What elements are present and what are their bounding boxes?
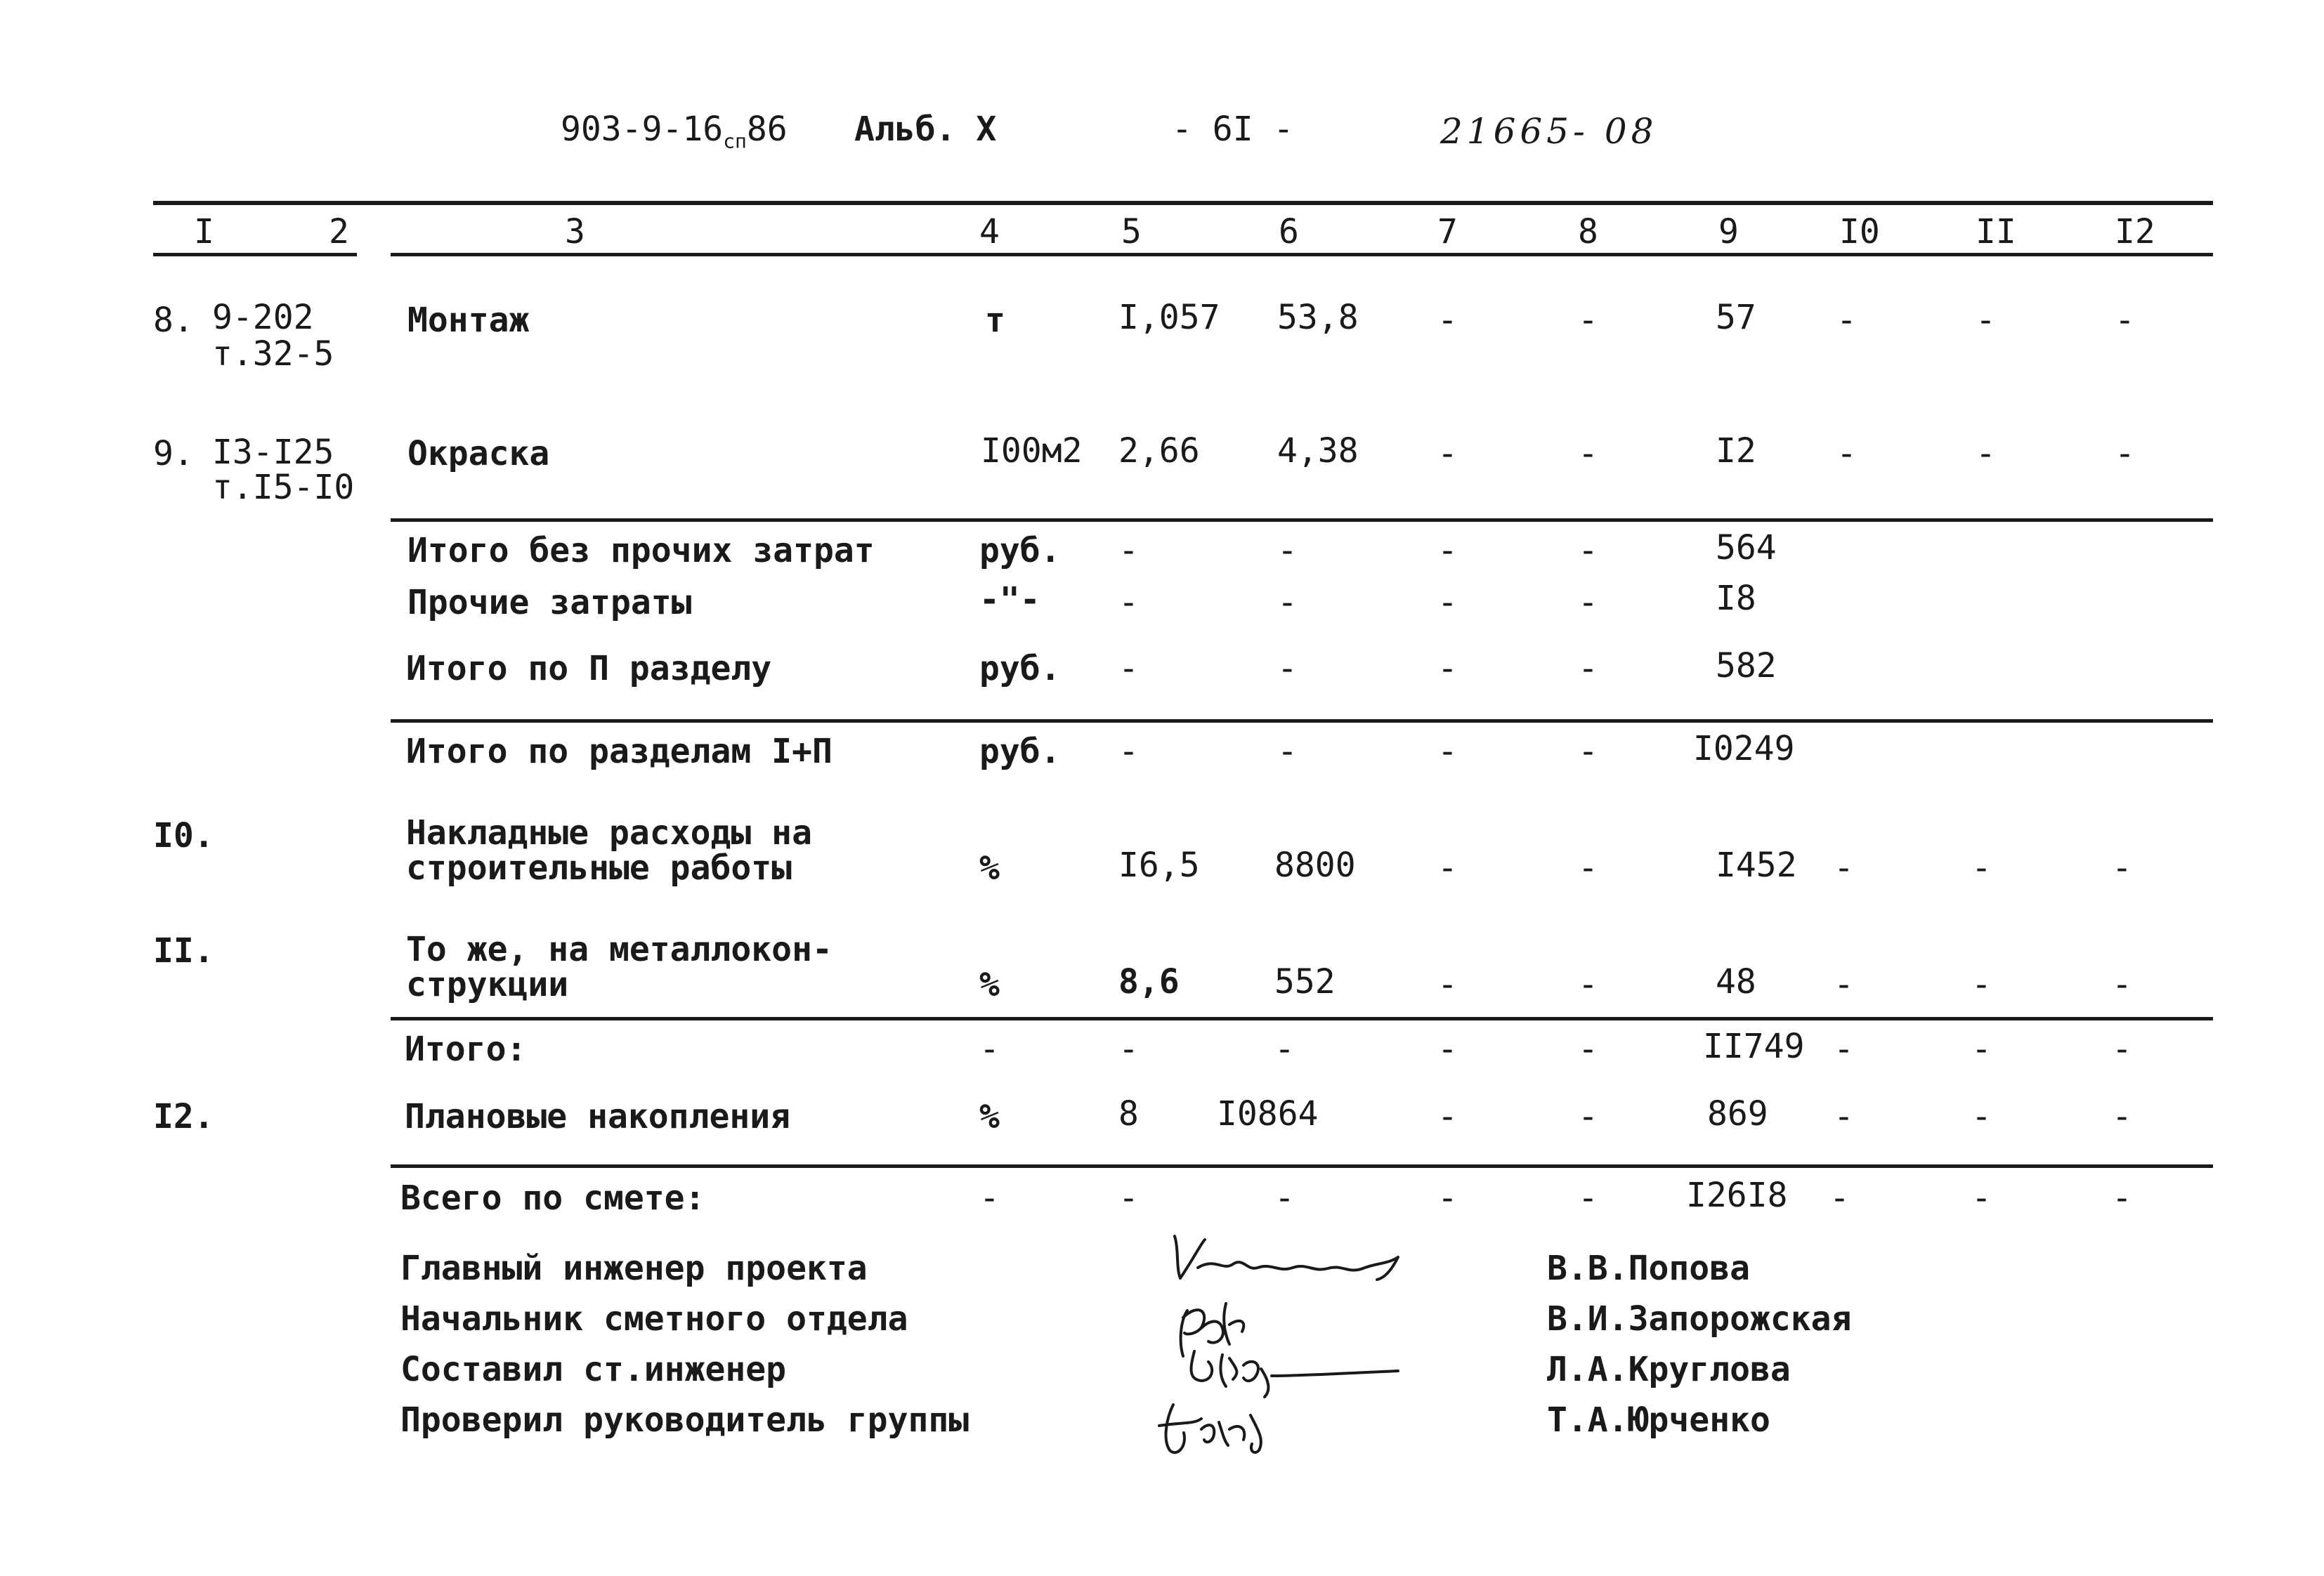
cell-col-9: 48 [1716,962,1756,1002]
row-number: I2. [153,1097,214,1136]
work-name: Итого без прочих затрат [407,531,875,570]
column-header-10: I0 [1839,212,1880,251]
cell-col-9: I8 [1716,579,1756,618]
signatory-name: Т.А.Юрченко [1547,1400,1770,1440]
work-name: Окраска [407,434,550,473]
cell-col-9: II749 [1703,1027,1805,1066]
unit: руб. [979,649,1061,688]
cell-col-6: 53,8 [1277,298,1359,337]
table-top-rule [153,201,2213,205]
cell-col-11: - [1971,1097,1992,1136]
cell-col-12: - [2112,965,2132,1004]
cell-col-7: - [1437,732,1458,771]
handwritten-signature-1 [1166,1229,1447,1292]
cell-col-9: 57 [1716,298,1756,337]
cell-col-10: - [1834,965,1854,1004]
norm-table-reference: т.32-5 [212,334,334,374]
unit: руб. [979,732,1061,771]
column-header-9: 9 [1718,212,1739,251]
cell-col-9: 564 [1716,528,1777,567]
cell-col-9: I26I8 [1686,1176,1788,1215]
work-name-continued: строительные работы [406,848,792,888]
cell-col-11: - [1971,965,1992,1004]
section-rule [391,1017,2213,1020]
cell-col-12: - [2115,434,2135,473]
cell-col-5: - [1118,531,1139,570]
signatory-name: Л.А.Круглова [1547,1350,1791,1389]
cell-col-5: 8,6 [1118,962,1180,1002]
work-name: Прочие затраты [407,583,692,622]
cell-col-11: - [1971,848,1992,888]
unit: % [979,1097,1000,1136]
cell-col-6: - [1277,531,1298,570]
unit: % [979,965,1000,1004]
work-name: Итого: [405,1030,527,1069]
cell-col-8: - [1578,1030,1598,1069]
cell-col-8: - [1578,434,1598,473]
cell-col-5: - [1118,583,1139,622]
cell-col-5: 2,66 [1118,431,1200,471]
project-code-year: 86 [746,110,788,149]
cell-col-8: - [1578,965,1598,1004]
project-code [561,112,788,152]
cell-col-6: - [1277,732,1298,771]
cell-col-6: - [1277,649,1298,688]
column-header-7: 7 [1437,212,1458,251]
column-header-11: II [1976,212,2016,251]
cell-col-11: - [1976,301,1996,340]
cell-col-10: - [1834,848,1854,888]
cell-col-9: I452 [1716,846,1797,885]
row-number: II. [153,931,214,971]
unit: - [979,1178,1000,1218]
cell-col-12: - [2112,848,2132,888]
unit: т [985,301,1005,340]
cell-col-8: - [1578,649,1598,688]
work-name: То же, на металлокон- [406,930,833,969]
work-name: Монтаж [407,301,530,340]
cell-col-8: - [1578,1097,1598,1136]
cell-col-7: - [1437,583,1458,622]
cell-col-7: - [1437,649,1458,688]
column-header-4: 4 [979,212,1000,251]
cell-col-8: - [1578,732,1598,771]
cell-col-5: - [1118,1178,1139,1218]
work-name: Плановые накопления [405,1097,791,1136]
work-name: Итого по П разделу [406,649,772,688]
unit: I00м2 [981,431,1083,471]
section-rule [391,719,2213,723]
cell-col-5: - [1118,1030,1139,1069]
cell-col-6: 552 [1274,962,1336,1002]
signatory-role: Главный инженер проекта [400,1249,868,1288]
cell-col-7: - [1437,531,1458,570]
inventory-number: 21665- 08 [1440,111,1658,152]
column-header-5: 5 [1121,212,1142,251]
column-header-1: I [194,212,214,251]
cell-col-6: 4,38 [1277,431,1359,471]
unit: - [979,1030,1000,1069]
work-name: Итого по разделам I+П [406,732,833,771]
column-header-2: 2 [329,212,349,251]
section-rule [391,1164,2213,1168]
cell-col-5: - [1118,649,1139,688]
cell-col-8: - [1578,531,1598,570]
cell-col-9: I2 [1716,431,1756,471]
norm-reference: 9-202 [212,298,314,337]
cell-col-7: - [1437,1097,1458,1136]
cell-col-7: - [1437,848,1458,888]
cell-col-6: - [1277,583,1298,622]
signatory-role: Составил ст.инженер [400,1350,787,1389]
signatory-name: В.В.Попова [1547,1249,1750,1288]
norm-reference: I3-I25 [212,433,334,472]
column-header-underline-1 [153,253,357,256]
row-number: I0. [153,816,214,855]
cell-col-12: - [2112,1178,2132,1218]
project-code-sub: сп [723,129,747,153]
cell-col-6: - [1274,1178,1295,1218]
cell-col-7: - [1437,1030,1458,1069]
signatory-name: В.И.Запорожская [1547,1299,1852,1339]
cell-col-5: - [1118,732,1139,771]
cell-col-8: - [1578,848,1598,888]
cell-col-6: - [1274,1030,1295,1069]
column-header-12: I2 [2115,212,2155,251]
cell-col-11: - [1971,1030,1992,1069]
grand-total-label: Всего по смете: [400,1178,705,1218]
cell-col-7: - [1437,965,1458,1004]
cell-col-10: - [1834,1030,1854,1069]
cell-col-7: - [1437,434,1458,473]
cell-col-7: - [1437,1178,1458,1218]
cell-col-12: - [2115,301,2135,340]
cell-col-11: - [1971,1178,1992,1218]
cell-col-9: 869 [1707,1094,1768,1134]
column-header-3: 3 [565,212,585,251]
cell-col-5: I,057 [1118,298,1220,337]
cell-col-7: - [1437,301,1458,340]
cell-col-8: - [1578,301,1598,340]
cell-col-11: - [1976,434,1996,473]
cell-col-5: 8 [1118,1094,1139,1134]
cell-col-6: 8800 [1274,846,1356,885]
cell-col-8: - [1578,583,1598,622]
cell-col-10: - [1834,1097,1854,1136]
norm-table-reference: т.I5-I0 [212,468,355,507]
column-header-6: 6 [1279,212,1299,251]
cell-col-10: - [1836,434,1857,473]
row-number: 9. [153,434,194,473]
cell-col-9: 582 [1716,646,1777,685]
work-name: Накладные расходы на [406,813,812,853]
cell-col-10: - [1829,1178,1850,1218]
cell-col-10: - [1836,301,1857,340]
cell-col-6: I0864 [1217,1094,1319,1134]
page-number: - 6I - [1172,110,1294,149]
cell-col-5: I6,5 [1118,846,1200,885]
signatory-role: Проверил руководитель группы [400,1400,970,1440]
cell-col-12: - [2112,1097,2132,1136]
album-label: Альб. X [854,110,997,149]
unit: руб. [979,531,1061,570]
cell-col-9: I0249 [1693,729,1795,768]
handwritten-signature-4 [1145,1391,1328,1461]
section-rule [391,518,2213,522]
cell-col-8: - [1578,1178,1598,1218]
signatory-role: Начальник сметного отдела [400,1299,908,1339]
cell-col-12: - [2112,1030,2132,1069]
unit: % [979,848,1000,888]
column-header-underline-2 [391,253,2213,256]
project-code-main: 903-9-16 [561,110,724,149]
unit: -"- [979,580,1040,619]
work-name-continued: струкции [406,965,569,1004]
row-number: 8. [153,301,194,340]
column-header-8: 8 [1578,212,1598,251]
